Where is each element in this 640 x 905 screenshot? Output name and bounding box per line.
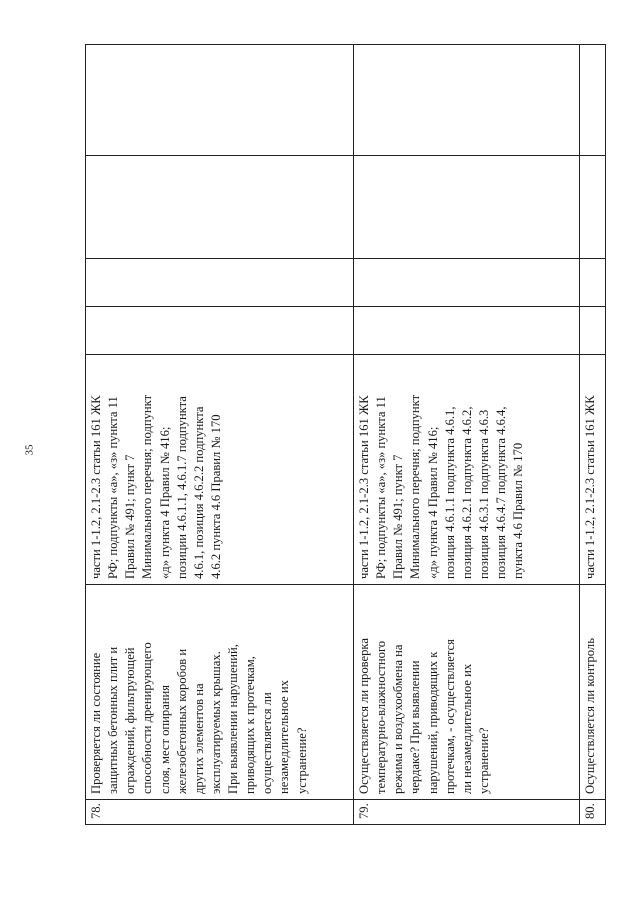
question-cell <box>580 585 606 800</box>
question-line: приводящих к протечкам, <box>243 656 258 794</box>
table-row-79 <box>354 45 580 825</box>
question-line: других элементов на <box>191 683 206 794</box>
answer-cell-na <box>580 156 606 259</box>
checklist-table <box>85 44 606 825</box>
question-line: устранение? <box>294 727 309 794</box>
reference-line: «д» пункта 4 Правил № 416; <box>425 426 440 579</box>
reference-line: Правил № 491; пункт 7 <box>123 454 138 579</box>
reference-line: Правил № 491; пункт 7 <box>391 454 406 579</box>
reference-line: пункта 4.6 Правил № 170 <box>511 442 526 579</box>
question-line: нарушений, приводящих к <box>425 651 440 794</box>
question-cell <box>86 585 354 800</box>
question-line: незамедлительное их <box>277 680 292 794</box>
reference-line: позиция 4.6.1.1 подпункта 4.6.1, <box>442 406 457 579</box>
question-line: эксплуатируемых крышах. <box>208 651 223 794</box>
reference-line: Минимального перечня; подпункт <box>140 394 155 579</box>
answer-cell-yes <box>86 307 354 355</box>
reference-cell <box>354 355 580 585</box>
answer-cell-no <box>580 259 606 307</box>
table-container <box>85 45 605 825</box>
question-line: защитных бетонных плит и <box>106 646 121 794</box>
question-line: устранение? <box>476 727 491 794</box>
comment-cell <box>86 45 354 156</box>
reference-line: 4.6.1, позиция 4.6.2.2 подпункта <box>191 406 206 579</box>
question-line: чердаке? При выявлении <box>408 660 423 794</box>
reference-line: РФ; подпункты «а», «з» пункта 11 <box>374 396 389 579</box>
answer-cell-na <box>354 156 580 259</box>
reference-line: части 1-1.2, 2.1-2.3 статьи 161 ЖК <box>583 395 597 579</box>
question-line: температурно-влажностного <box>374 640 389 794</box>
row-number: 79. <box>357 803 371 819</box>
answer-cell-yes <box>580 307 606 355</box>
answer-cell-no <box>86 259 354 307</box>
reference-cell <box>86 355 354 585</box>
page-number: 35 <box>23 444 36 456</box>
reference-line: позиция 4.6.2.1 подпункта 4.6.2, <box>459 406 474 579</box>
question-line: способности дренирующего <box>140 642 155 794</box>
reference-line: части 1-1.2, 2.1-2.3 статьи 161 ЖК <box>89 395 103 579</box>
reference-line: Минимального перечня; подпункт <box>408 394 423 579</box>
reference-line: позиция 4.6.4.7 подпункта 4.6.4, <box>494 406 508 579</box>
comment-cell <box>354 45 580 156</box>
question-line: Осуществляется ли проверка <box>357 638 371 794</box>
question-line: ли незамедлительное их <box>459 663 474 794</box>
row-number: 78. <box>89 803 103 819</box>
answer-cell-no <box>354 259 580 307</box>
question-line: слоя, мест опирания <box>157 684 172 794</box>
table-row-78 <box>86 45 354 825</box>
question-line: ограждений, фильтрующей <box>123 647 138 794</box>
row-number-cell <box>354 800 580 825</box>
reference-line: позиции 4.6.1.1, 4.6.1.7 подпункта <box>174 396 189 579</box>
reference-line: «д» пункта 4 Правил № 416; <box>157 426 172 579</box>
row-number-cell <box>86 800 354 825</box>
reference-line: части 1-1.2, 2.1-2.3 статьи 161 ЖК <box>357 395 371 579</box>
comment-cell <box>580 45 606 156</box>
reference-line: РФ; подпункты «а», «з» пункта 11 <box>106 396 121 579</box>
question-line: режима и воздухообмена на <box>391 644 406 794</box>
question-line: При выявлении нарушений, <box>226 644 240 794</box>
answer-cell-na <box>86 156 354 259</box>
question-line: Проверяется ли состояние <box>89 652 103 794</box>
question-line: протечкам, - осуществляется <box>442 639 457 794</box>
question-cell <box>354 585 580 800</box>
answer-cell-yes <box>354 307 580 355</box>
question-line: железобетонных коробов и <box>174 648 189 794</box>
reference-line: 4.6.2 пункта 4.6 Правил № 170 <box>208 414 223 579</box>
row-number: 80. <box>583 803 597 819</box>
rotated-table-frame <box>85 45 605 825</box>
question-line: осуществляется ли <box>260 692 275 794</box>
reference-line: позиция 4.6.3.1 подпункта 4.6.3 <box>476 409 491 579</box>
table-row-80 <box>580 45 606 825</box>
row-number-cell <box>580 800 606 825</box>
reference-cell <box>580 355 606 585</box>
question-line: Осуществляется ли контроль <box>583 638 597 794</box>
